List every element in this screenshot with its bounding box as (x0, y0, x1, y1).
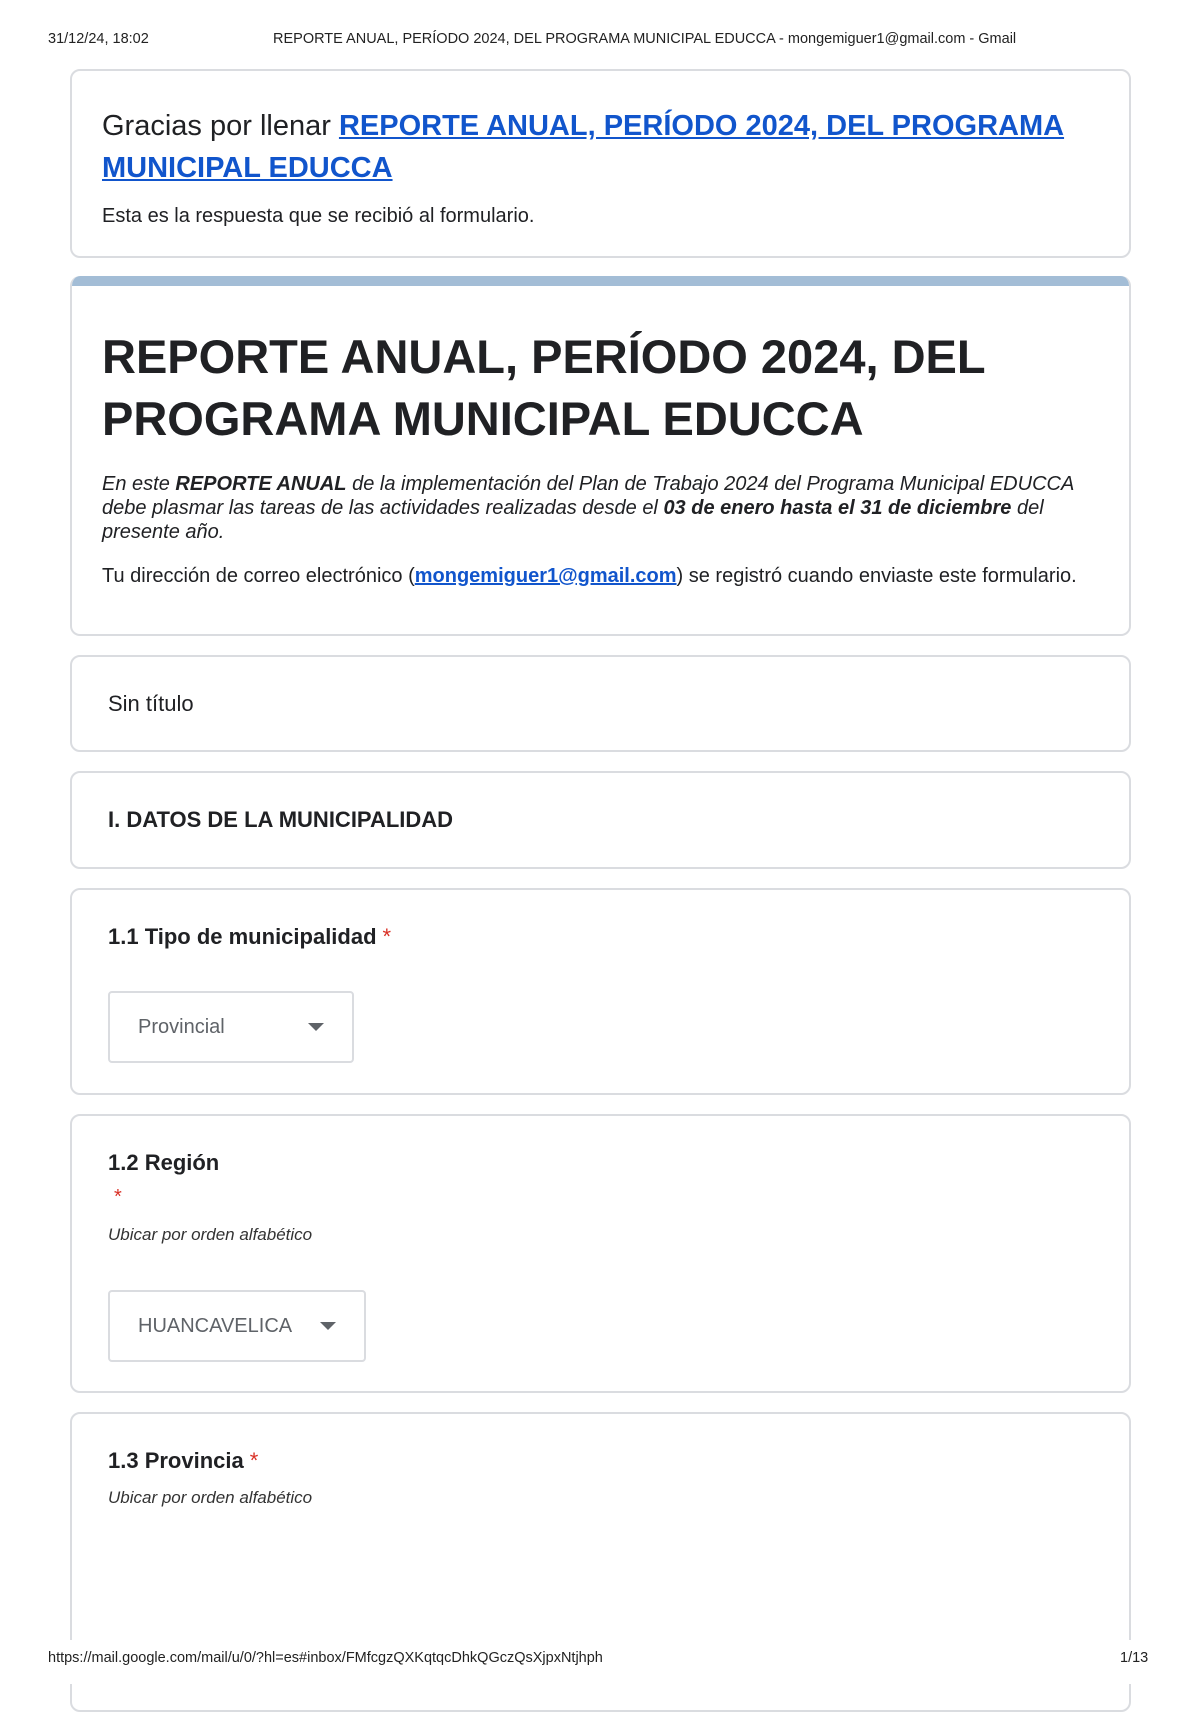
chevron-down-icon (308, 1023, 324, 1031)
required-marker: * (382, 924, 392, 949)
confirmation-card (70, 69, 1131, 258)
section-title: Sin título (108, 691, 194, 716)
tipo-municipalidad-dropdown[interactable] (108, 991, 354, 1063)
selected-value: Provincial (138, 1015, 225, 1038)
section-datos (70, 771, 1131, 869)
chevron-down-icon (320, 1322, 336, 1330)
question-label: 1.2 Región (108, 1150, 220, 1175)
form-header-card (70, 276, 1131, 636)
print-datetime: 31/12/24, 18:02 (48, 31, 149, 47)
form-description: En este REPORTE ANUAL de la implementación del Plan de Trabajo 2024 del Programa Municipal EDUCCA debe plasmar las tareas de las actividades realizadas desde el 03 de enero hasta el 31 de diciembre del presente año. (102, 473, 1074, 543)
question-region (70, 1114, 1131, 1393)
confirmation-subtitle: Esta es la respuesta que se recibió al formulario. (102, 205, 535, 227)
section-title: I. DATOS DE LA MUNICIPALIDAD (108, 807, 454, 832)
email-note: Tu dirección de correo electrónico (mongemiguer1@gmail.com) se registró cuando enviaste este formulario. (102, 565, 1077, 587)
required-marker: * (114, 1186, 122, 1208)
print-title: REPORTE ANUAL, PERÍODO 2024, DEL PROGRAMA MUNICIPAL EDUCCA - mongemiguer1@gmail.com - Gmail (273, 31, 1017, 47)
print-url: https://mail.google.com/mail/u/0/?hl=es#inbox/FMfcgzQXKqtqcDhkQGczQsXjpxNtjhph (48, 1650, 603, 1666)
question-label: 1.3 Provincia (108, 1448, 244, 1473)
form-title: REPORTE ANUAL, PERÍODO 2024, DEL PROGRAMA MUNICIPAL EDUCCA (102, 330, 985, 445)
selected-value: HUANCAVELICA (138, 1314, 293, 1337)
email-link[interactable]: mongemiguer1@gmail.com (414, 565, 677, 587)
question-label: 1.1 Tipo de municipalidad (108, 924, 377, 949)
form-link[interactable]: REPORTE ANUAL, PERÍODO 2024, DEL PROGRAMA MUNICIPAL EDUCCA (102, 110, 1065, 184)
question-hint: Ubicar por orden alfabético (108, 1225, 313, 1244)
question-hint: Ubicar por orden alfabético (108, 1488, 313, 1507)
question-tipo-municipalidad (70, 888, 1131, 1095)
required-marker: * (249, 1448, 259, 1473)
accent-bar (72, 276, 1129, 286)
section-untitled (70, 655, 1131, 752)
region-dropdown[interactable] (108, 1290, 366, 1362)
page-number: 1/13 (1120, 1650, 1149, 1666)
confirmation-prefix: Gracias por llenar (102, 110, 339, 142)
